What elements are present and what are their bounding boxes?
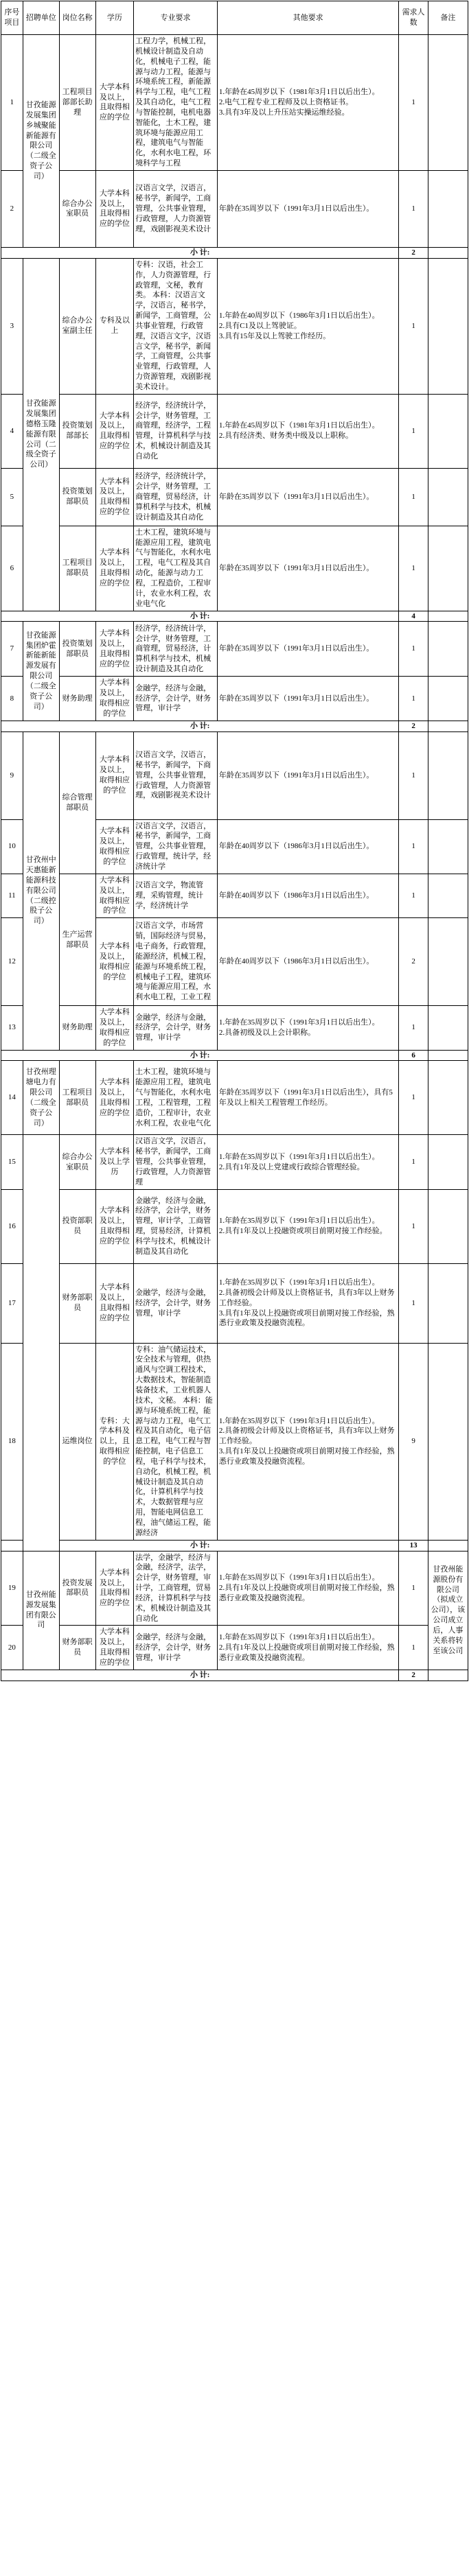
cell-other: 1.年龄在45周岁以下（1981年3月1日以后出生）。 2.电气工程专业工程师及以上资格证书。 3.具有3年及以上升压站实操运维经验。 [217, 35, 399, 171]
header-note: 备注 [428, 1, 468, 35]
cell-seq: 8 [1, 677, 23, 721]
cell-seq: 12 [1, 918, 23, 1006]
cell-unit: 甘孜能源发展集团德格玉隆能源有限公司（二级全资子公司） [23, 258, 59, 611]
table-body [1, 35, 468, 1681]
cell-education: 大学本科及以上，且取得相应的学位 [95, 1263, 134, 1343]
cell-major: 汉语言文学，汉语言，秘书学，新闻学，工商管理，公共事业管理，行政管理，人力资源管理，戏剧影视美术设计 [134, 170, 218, 247]
cell-education: 大学本科及以上，且取得相应的学位 [95, 468, 134, 526]
cell-position: 生产运营部职员 [59, 874, 95, 1005]
header-unit: 招聘单位 [23, 1, 59, 35]
cell-major: 土木工程，建筑环境与能源应用工程，建筑电气与智能化，水利水电工程，工程管理，工程造价，工程审计，农业水利工程，农业电气化 [134, 1061, 218, 1135]
cell-count: 1 [399, 1135, 428, 1189]
cell-major: 金融学，经济与金融，经济学，会计学，财务管理，审计学 [134, 1006, 218, 1050]
cell-education: 大学本科及以上，且取得相应的学位 [95, 1189, 134, 1263]
cell-count: 1 [399, 677, 428, 721]
cell-count: 2 [399, 918, 428, 1006]
cell-count: 1 [399, 1061, 428, 1135]
table-row [1, 1189, 468, 1263]
cell-education: 大学本科及以上，且取得相应的学位 [95, 1061, 134, 1135]
subtotal-count: 6 [399, 1050, 428, 1061]
cell-major: 土木工程，建筑环境与能源应用工程，建筑电气与智能化，水利水电工程，电气工程及其自动化，能源与动力工程，工程造价，工程审计，农业水利工程，农业电气化 [134, 526, 218, 611]
cell-count: 1 [399, 819, 428, 874]
table-row [1, 731, 468, 819]
subtotal-label: 小 计: [1, 1670, 399, 1681]
cell-count: 1 [399, 1189, 428, 1263]
cell-count: 1 [399, 1006, 428, 1050]
subtotal-note [428, 611, 468, 622]
cell-other: 年龄在35周岁以下（1991年3月1日以后出生）。 [217, 731, 399, 819]
cell-position: 财务助理 [59, 677, 95, 721]
subtotal-label: 小 计: [1, 1050, 399, 1061]
cell-unit: 甘孜州能源发展集团有限公司 [23, 1551, 59, 1670]
subtotal-note [428, 1670, 468, 1681]
cell-major: 金融学，经济与金融，经济学，会计学，财务管理，审计学 [134, 677, 218, 721]
cell-count: 1 [399, 731, 428, 819]
cell-note [428, 258, 468, 394]
table-row [1, 526, 468, 611]
cell-other: 年龄在35周岁以下（1991年3月1日以后出生），具有5年及以上相关工程管理工作经历。 [217, 1061, 399, 1135]
header-major: 专业要求 [134, 1, 218, 35]
cell-other: 年龄在35周岁以下（1991年3月1日以后出生）。 [217, 622, 399, 677]
cell-major: 法学，金融学，经济与金融，经济学，法学，会计学，财务管理，审计学，工商管理，贸易经济，计算机科学与技术，机械设计制造及其自动化 [134, 1551, 218, 1626]
subtotal-note [428, 1050, 468, 1061]
cell-major: 经济学，经济统计学，会计学，财务管理，工商管理，经济学，工程管理，计算机科学与技术，机械设计制造及其自动化 [134, 394, 218, 468]
subtotal-row [1, 611, 468, 622]
cell-note [428, 1061, 468, 1135]
cell-seq: 15 [1, 1135, 23, 1189]
subtotal-count: 2 [399, 247, 428, 258]
cell-seq: 13 [1, 1006, 23, 1050]
cell-position: 综合办公室职员 [59, 170, 95, 247]
subtotal-row [1, 721, 468, 731]
cell-position: 工程项目部部长助理 [59, 35, 95, 171]
cell-education: 大学本科及以上，取得相应的学位 [95, 677, 134, 721]
table-row [1, 874, 468, 917]
subtotal-count: 4 [399, 611, 428, 622]
cell-note [428, 1006, 468, 1050]
cell-note [428, 394, 468, 468]
cell-position: 工程项目部职员 [59, 526, 95, 611]
cell-other: 年龄在35周岁以下（1991年3月1日以后出生）。 [217, 468, 399, 526]
cell-seq: 20 [1, 1626, 23, 1670]
subtotal-note [428, 1540, 468, 1551]
cell-seq: 3 [1, 258, 23, 394]
table-row [1, 394, 468, 468]
cell-unit: 甘孜能源发展集团乡城聚能新能源有限公司（二级全资子公司） [23, 35, 59, 248]
recruitment-table [1, 1, 468, 1681]
cell-position: 投资发展部职员 [59, 1551, 95, 1626]
cell-note [428, 918, 468, 1006]
cell-note [428, 468, 468, 526]
subtotal-label: 小 计: [1, 1540, 399, 1551]
subtotal-label: 小 计: [1, 247, 399, 258]
subtotal-count: 2 [399, 721, 428, 731]
cell-count: 1 [399, 170, 428, 247]
table-row [1, 170, 468, 247]
cell-count: 1 [399, 1263, 428, 1343]
cell-count: 1 [399, 468, 428, 526]
cell-position: 运维岗位 [59, 1343, 95, 1540]
cell-position: 综合办公室副主任 [59, 258, 95, 394]
cell-major: 经济学，经济统计学，会计学，财务管理，工商管理，贸易经济，计算机科学与技术，机械设计制造及其自动化 [134, 468, 218, 526]
header-count: 需求人数 [399, 1, 428, 35]
table-row [1, 1006, 468, 1050]
cell-major: 汉语言文学，汉语言，秘书学，新闻学，工商管理，公共事业管理，行政管理，统计学，经济统计学 [134, 819, 218, 874]
cell-other: 1.年龄在35周岁以下（1991年3月1日以后出生）。 2.具备初级会计师及以上资格证书，具有3年以上财务工作经验。 3.具有1年及以上投融资或项目前期对接工作经验，熟悉行业政策及投融资流程。 [217, 1263, 399, 1343]
cell-major: 金融学，经济与金融，经济学，会计学，财务管理，审计学，工商管理，贸易经济，计算机科学与技术，机械设计制造及其自动化 [134, 1189, 218, 1263]
cell-position: 综合办公室职员 [59, 1135, 95, 1189]
cell-education: 大学本科及以上，且取得相应的学位 [95, 170, 134, 247]
table-row [1, 468, 468, 526]
cell-count: 1 [399, 258, 428, 394]
cell-seq: 9 [1, 731, 23, 819]
cell-education: 大学本科及以上，取得相应的学位 [95, 1006, 134, 1050]
cell-other: 年龄在35周岁以下（1991年3月1日以后出生）。 [217, 677, 399, 721]
cell-major: 金融学，经济与金融，经济学，会计学，财务管理，审计学 [134, 1626, 218, 1670]
cell-education: 大学本科及以上，取得相应的学位 [95, 819, 134, 874]
cell-seq: 1 [1, 35, 23, 171]
cell-position: 财务助理 [59, 1006, 95, 1050]
subtotal-row [1, 1540, 468, 1551]
cell-other: 1.年龄在35周岁以下（1991年3月1日以后出生）。 2.具有1年及以上投融资或项目前期对接工作经验。 [217, 1189, 399, 1263]
cell-other: 年龄在35周岁以下（1991年3月1日以后出生）。 [217, 526, 399, 611]
cell-education: 大学本科及以上，且取得相应的学位 [95, 35, 134, 171]
cell-position: 投资策划部职员 [59, 622, 95, 677]
cell-education: 大学本科及以上，且取得相应的学位 [95, 622, 134, 677]
cell-position: 综合管理部职员 [59, 731, 95, 874]
cell-seq: 17 [1, 1263, 23, 1343]
cell-position: 投资部职员 [59, 1189, 95, 1263]
cell-education: 大学本科及以上，取得相应的学位 [95, 731, 134, 819]
cell-note: 甘孜州能源股份有限公司（拟成立公司），该公司成立后，人事关系将转至该公司 [428, 1551, 468, 1670]
cell-major: 汉语言文学，市场营销，国际经济与贸易，电子商务，行政管理，能源经济，机械工程，能源与环境系统工程，机械电子工程，建筑环境与能源应用工程，水利水电工程，工业工程 [134, 918, 218, 1006]
subtotal-label: 小 计: [1, 721, 399, 731]
header-education: 学历 [95, 1, 134, 35]
table-row [1, 622, 468, 677]
cell-seq: 18 [1, 1343, 23, 1540]
cell-note [428, 1263, 468, 1343]
table-row [1, 1551, 468, 1626]
cell-count: 1 [399, 526, 428, 611]
cell-count: 1 [399, 622, 428, 677]
cell-note [428, 1343, 468, 1540]
cell-other: 1.年龄在45周岁以下（1981年3月1日以后出生）。 2.具有经济类、财务类中级及以上职称。 [217, 394, 399, 468]
cell-education: 大学本科及以上，取得相应的学位 [95, 918, 134, 1006]
header-other: 其他要求 [217, 1, 399, 35]
cell-major: 汉语言文学，汉语言，秘书学，新闻学，下商管理，公共事业管理，行政管理，人力资源管理，戏剧影视美术设计 [134, 731, 218, 819]
cell-note [428, 677, 468, 721]
cell-major: 专科：汉语，社会工作，人力资源管理，行政管理，文秘，教育类。 本科：汉语言文学，汉语言，秘书学，新闻学，工商管理，公共事业管理，行政管理，汉语言文字，汉语言文学，秘书学，新闻学，工商管理，公共事业管理，行政管理，人力资源管理，戏剧影视美术设计。 [134, 258, 218, 394]
cell-major: 工程力学，机械工程，机械设计制造及自动化，机械电子工程，能源与动力工程，能源与环境系统工程，新能源科学与工程，电气工程及其自动化，电气工程与智能控制，电机电器智能化，土木工程，建筑环境与能源应用工程，建筑电气与智能化，水利水电工程，环境科学与工程 [134, 35, 218, 171]
subtotal-count: 2 [399, 1670, 428, 1681]
cell-major: 汉语言文学，汉语言，秘书学，新闻学，工商管理，公共事业管理，行政管理，人力资源管理 [134, 1135, 218, 1189]
subtotal-row [1, 1050, 468, 1061]
cell-education: 专科及以上 [95, 258, 134, 394]
cell-note [428, 731, 468, 819]
table-row [1, 258, 468, 394]
table-row [1, 1343, 468, 1540]
cell-note [428, 526, 468, 611]
cell-other: 1.年龄在35周岁以下（1991年3月1日以后出生）。 2.具有1年及以上党建或行政综合管理经验。 [217, 1135, 399, 1189]
cell-note [428, 819, 468, 874]
cell-count: 1 [399, 1551, 428, 1626]
cell-other: 年龄在40周岁以下（1986年3月1日以后出生）。 [217, 819, 399, 874]
cell-other: 1.年龄在35周岁以下（1991年3月1日以后出生）。 2.具备初级及以上会计职称。 [217, 1006, 399, 1050]
table-row [1, 1061, 468, 1135]
cell-seq: 6 [1, 526, 23, 611]
cell-other: 1.年龄在35周岁以下（1991年3月1日以后出生）。 2.具有1年及以上投融资或项目前期对接工作经验，熟悉行业政策及投融资流程。 [217, 1626, 399, 1670]
table-row [1, 1263, 468, 1343]
cell-unit: 甘孜州中天惠能新能源科技有限公司（二级控股子公司） [23, 731, 59, 1050]
table-row [1, 35, 468, 171]
cell-other: 1.年龄在35周岁以下（1991年3月1日以后出生）。 2.具有1年及以上投融资或项目前期对接工作经验，熟悉行业政策及投融资流程。 [217, 1551, 399, 1626]
subtotal-row [1, 1670, 468, 1681]
cell-major: 汉语言文学，物流管理，采购管理，统计学，经济统计学 [134, 874, 218, 917]
cell-education: 大学本科及以上学历 [95, 1135, 134, 1189]
cell-count: 1 [399, 394, 428, 468]
cell-seq: 19 [1, 1551, 23, 1626]
cell-major: 金融学，经济与金融，经济学，会计学，财务管理，审计学 [134, 1263, 218, 1343]
cell-seq: 2 [1, 170, 23, 247]
header-row [1, 1, 468, 35]
cell-note [428, 170, 468, 247]
cell-note [428, 622, 468, 677]
header-position: 岗位名称 [59, 1, 95, 35]
cell-count: 9 [399, 1343, 428, 1540]
cell-seq: 7 [1, 622, 23, 677]
cell-education: 大学本科及以上，且取得相应的学位 [95, 1626, 134, 1670]
table-row [1, 677, 468, 721]
cell-education: 大学本科及以上，且取得相应的学位 [95, 1551, 134, 1626]
cell-seq: 4 [1, 394, 23, 468]
cell-unit: 甘孜州理塘电力有限公司（二级全资子公司） [23, 1061, 59, 1135]
cell-position: 财务部职员 [59, 1626, 95, 1670]
subtotal-label: 小 计: [1, 611, 399, 622]
table-row [1, 1626, 468, 1670]
cell-seq: 5 [1, 468, 23, 526]
cell-major: 经济学，经济统计学，会计学，财务管理，工商管理，贸易经济，计算机科学与技术，机械设计制造及其自动化 [134, 622, 218, 677]
cell-other: 年龄在35周岁以下（1991年3月1日以后出生）。 [217, 170, 399, 247]
cell-unit: 甘孜能源集团炉霍新能新能源发展有限公司（二级全资子公司） [23, 622, 59, 721]
cell-note [428, 1135, 468, 1189]
subtotal-note [428, 247, 468, 258]
subtotal-row [1, 247, 468, 258]
cell-other: 年龄在40周岁以下（1986年3月1日以后出生）。 [217, 874, 399, 917]
cell-seq: 16 [1, 1189, 23, 1263]
cell-position: 投资策划部部长 [59, 394, 95, 468]
cell-other: 年龄在40周岁以下（1986年3月1日以后出生）。 [217, 918, 399, 1006]
cell-position: 投资策划部职员 [59, 468, 95, 526]
cell-education: 大学本科及以上，且取得相应的学位 [95, 526, 134, 611]
cell-position: 工程项目部职员 [59, 1061, 95, 1135]
header-seq: 序号项目 [1, 1, 23, 35]
cell-seq: 10 [1, 819, 23, 874]
cell-note [428, 1189, 468, 1263]
table-row [1, 1135, 468, 1189]
subtotal-note [428, 721, 468, 731]
cell-other: 1.年龄在35周岁以下（1991年3月1日以后出生）。 2.具备初级会计师及以上资格证书，具有3年以上财务工作经验。 3.具有1年及以上投融资或项目前期对接工作经验，熟悉行业政策及投融资流程。 [217, 1343, 399, 1540]
cell-education: 专科：大学本科及以上，且取得相应的学位 [95, 1343, 134, 1540]
cell-note [428, 35, 468, 171]
cell-seq: 14 [1, 1061, 23, 1135]
cell-position: 财务部职员 [59, 1263, 95, 1343]
cell-seq: 11 [1, 874, 23, 917]
cell-unit [23, 1135, 59, 1551]
cell-count: 1 [399, 35, 428, 171]
cell-count: 1 [399, 1626, 428, 1670]
cell-major: 专科：油气储运技术，安全技术与管理，供热通风与空调工程技术，大数据技术，智能制造装备技术，工业机器人技术，文秘。 本科：能源与环境系统工程，能源与动力工程，电气工程及其自动化，电子信息工程，电气工程与智能控制，电子信息工程，电子科学与技术，自动化，机械工程，机械设计制造及其自动化，计算机科学与技术，大数据管理与应用，智能电网信息工程，油气储运工程，能源经济 [134, 1343, 218, 1540]
cell-education: 大学本科及以上，且取得相应的学位 [95, 394, 134, 468]
subtotal-count: 13 [399, 1540, 428, 1551]
cell-education: 大学本科及以上，取得相应的学位 [95, 874, 134, 917]
cell-other: 1.年龄在40周岁以下（1986年3月1日以后出生）。 2.具有C1及以上驾驶证。 3.具有15年及以上驾驶工作经历。 [217, 258, 399, 394]
cell-count: 1 [399, 874, 428, 917]
cell-note [428, 874, 468, 917]
